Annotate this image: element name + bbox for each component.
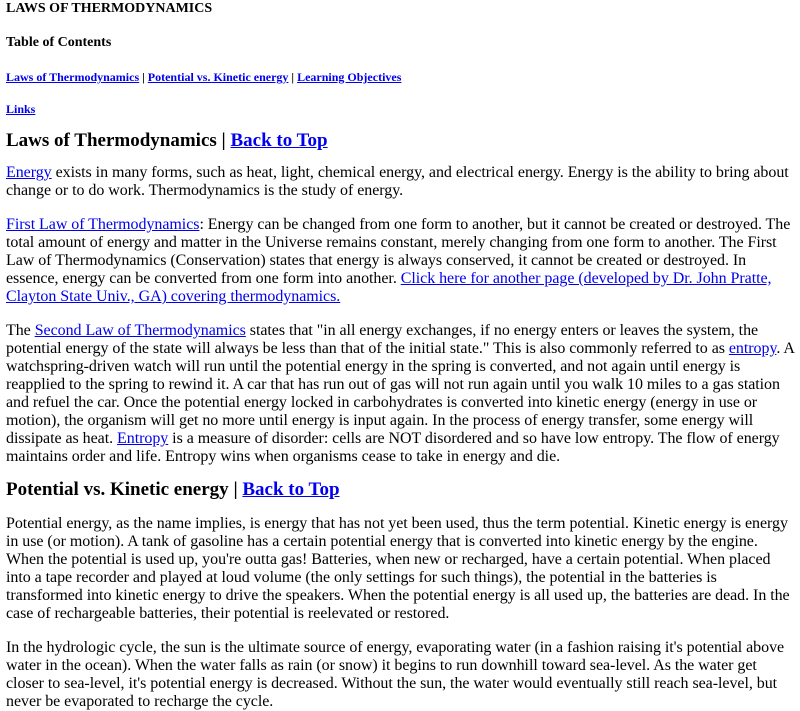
heading-separator: |	[216, 130, 231, 151]
paragraph-potential-kinetic: Potential energy, as the name implies, is energy that has not yet been used, thus the term potential. Kinetic energy is energy in use (or motion). A tank of gasoline has a certain potential energy that is converted into kinetic energy by the engine. When the potential is used up, you're outta gas! Batteries, when new or recharged, have a certain potential. When placed into a tape recorder and played at loud volume (the only settings for such things), the potential in the batteries is transformed into kinetic energy to drive the speakers. When the potential energy is all used up, the batteries are dead. In the case of rechargeable batteries, their potential is reelevated or restored.	[6, 515, 790, 622]
paragraph-text: is a measure of disorder: cells are NOT disordered and so have low entropy. The flow of energy maintains order and life. Entropy wins when organisms cease to take in energy and die.	[6, 430, 780, 465]
section-heading-laws-text: Laws of Thermodynamics	[6, 130, 217, 151]
page-title: LAWS OF THERMODYNAMICS	[6, 1, 213, 16]
paragraph-energy	[6, 164, 794, 200]
energy-link[interactable]: Energy	[6, 164, 52, 181]
pratte-page-link[interactable]: Click here for another page (developed by Dr. John Pratte, Clayton State Univ., GA) covering thermodynamics.	[6, 270, 772, 305]
back-to-top-link[interactable]: Back to Top	[242, 479, 340, 500]
toc-separator: |	[139, 70, 148, 84]
section-heading-laws	[6, 130, 794, 152]
toc-heading: Table of Contents	[6, 35, 112, 50]
paragraph-text: : Energy can be changed from one form to another, but it cannot be created or destroyed. The total amount of energy and matter in the Universe remains constant, merely changing from one form to another. The First Law of Thermodynamics (Conservation) states that energy is always conserved, it cannot be created or destroyed. In essence, energy can be converted from one form into another.	[6, 216, 791, 287]
heading-separator: |	[228, 479, 243, 500]
toc-link-laws[interactable]: Laws of Thermodynamics	[6, 70, 140, 84]
paragraph-text: The	[6, 322, 35, 339]
paragraph-text: states that "in all energy exchanges, if no energy enters or leaves the system, the potential energy of the state will always be less than that of the initial state." This is also commonly referred to as	[6, 322, 759, 357]
entropy-link[interactable]: entropy	[728, 340, 777, 357]
toc-links-row	[6, 102, 794, 116]
toc-link-objectives[interactable]: Learning Objectives	[297, 70, 402, 84]
toc-separator: |	[288, 70, 298, 84]
paragraph-first-law	[6, 216, 794, 306]
paragraph-text: exists in many forms, such as heat, light, chemical energy, and electrical energy. Energy is the ability to bring about change or to do work. Thermodynamics is the study of energy.	[6, 164, 789, 199]
toc-link-potential[interactable]: Potential vs. Kinetic energy	[147, 70, 289, 84]
paragraph-second-law	[6, 322, 794, 466]
toc-link-links[interactable]: Links	[6, 102, 36, 116]
paragraph-hydrologic: In the hydrologic cycle, the sun is the ultimate source of energy, evaporating water (in a fashion raising it's potential above water in the ocean). When the water falls as rain (or snow) it begins to run downhill toward sea-level. As the water get closer to sea-level, it's potential energy is decreased. Without the sun, the water would eventually still reach sea-level, but never be evaporated to recharge the cycle.	[6, 639, 785, 710]
section-heading-potential	[6, 479, 794, 501]
back-to-top-link[interactable]: Back to Top	[230, 130, 328, 151]
section-heading-potential-text: Potential vs. Kinetic energy	[6, 479, 229, 500]
first-law-link[interactable]: First Law of Thermodynamics	[6, 216, 200, 233]
paragraph-text: . A watchspring-driven watch will run until the potential energy in the spring is converted, and not again until energy is reapplied to the spring to rewind it. A car that has run out of gas will not run again until you walk 10 miles to a gas station and refuel the car. Once the potential energy locked in carbohydrates is converted into kinetic energy (energy in use or motion), the organism will get no more until energy is input again. In the process of energy transfer, some energy will dissipate as heat.	[6, 340, 795, 447]
second-law-link[interactable]: Second Law of Thermodynamics	[34, 322, 246, 339]
toc-nav	[6, 70, 794, 84]
entropy-link-2[interactable]: Entropy	[117, 430, 169, 447]
